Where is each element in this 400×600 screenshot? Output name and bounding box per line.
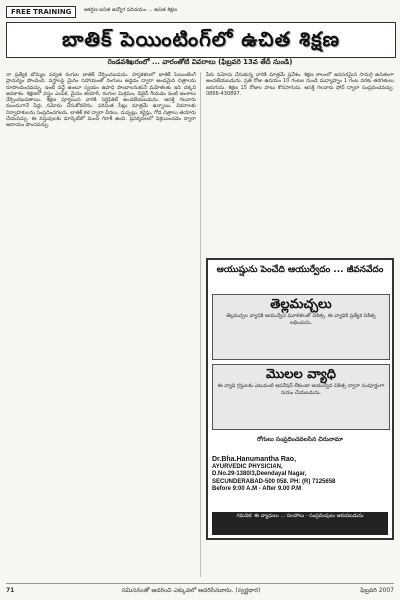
ayurveda-advertisement [206, 258, 394, 540]
footer-date: ఫిబ్రవరి 2007 [360, 587, 394, 594]
page-number: 71 [6, 587, 15, 594]
ad-box-title: తెల్లమచ్చలు [270, 297, 332, 312]
ad-box-piles [212, 364, 390, 430]
header-note: ఆకర్షణ జనిత ఉద్యోగ పరిచయం ... ఉచిత శిక్షణ [84, 7, 177, 13]
headline-title: బాతిక్ పెయింటింగ్‌లో ఉచిత శిక్షణ [61, 27, 341, 51]
column-divider [200, 72, 201, 577]
ad-headline: ఆయుష్షును పెంచేది ఆయుర్వేదం ... జీవనవేదం [216, 265, 384, 275]
ad-contact-heading: రోగులు సంప్రదించవలసిన చిరునామా [257, 436, 343, 443]
headline-subtitle: రెండవశిఖరంలో ... వారంతోటి వివరాలు (ఫిబ్రవరి 13వ తేదీ నుండి) [107, 58, 293, 66]
ad-box-body: తెల్లమచ్చల వ్యాధికి ఆయుర్వేద మూలికలతో చికిత్స. ఈ వ్యాధికి ప్రత్యేక చికిత్స లభించును. [226, 313, 376, 326]
article-left-column: నా ప్రత్యేక బొమ్మల పర్వత రంగుల బాతిక్ నేర్పించబడును. హస్తకళలలో బాతిక్ పెయింటింగ్ ప్రాచుర్యం పొందింది. వస్త్రాలపై మైనం సహాయంతో రంగులు అద్దడం ద్వారా అందమైన చిత్రాలను రూపొందించవచ్చు. ఇంటి వద్దే ఉంటూ స్వయం ఉపాధి పొందాలనుకునే మహిళలకు ఇది చక్కని అవకాశం. శిక్షణలో వస్త్రం ఎంపిక, మైనం తయారీ, రంగుల మిశ్రమం, డిజైన్ గీయడం వంటి అంశాలు నేర్పించబడతాయి. శిక్షణ పూర్తయిన వారికి సర్టిఫికెట్ అందజేయబడును. ఆసక్తి గలవారు ముందుగానే పేర్లు నమోదు చేసుకోవలెను. పరిమిత సీట్లు మాత్రమే ఉన్నాయి. వివరాలకు నిర్వాహకులను సంప్రదించగలరు. బాతిక్ కళ ద్వారా చీరలు, దుప్పట్లు, కర్టెన్లు, గోడ చిత్రాలు తయారు చేయవచ్చు. ఈ వస్తువులకు మార్కెట్‌లో మంచి గిరాకీ ఉంది. ప్రదర్శనలలో విక్రయించడం ద్వారా ఆదాయం పొందవచ్చు. [6, 72, 196, 129]
ad-box-white-spots [212, 294, 390, 360]
doctor-address: D.No.29-1380/3,Deendayal Nagar, [212, 471, 307, 477]
ad-box-body: ఈ వ్యాధి గ్రస్తులకు ఎటువంటి ఆపరేషన్ లేకుండా ఆయుర్వేద చికిత్స ద్వారా సంపూర్ణంగా నయం చేయబడును. [217, 383, 385, 396]
footer-slogan: సమిసనంతో ఆదరించి ఎక్కువలో ఆదరిసినవాను. (స్వర్ణధార) [121, 587, 261, 594]
ad-box-title: మొలల వ్యాధి [266, 367, 336, 382]
header-strip [4, 4, 396, 20]
headline-banner [6, 22, 396, 58]
doctor-details [212, 456, 388, 508]
page-footer [6, 583, 394, 596]
section-tag: FREE TRAINING [6, 6, 76, 18]
doctor-title: AYURVEDIC PHYSICIAN, [212, 463, 283, 470]
article-right-column: పేరు నమోదు చేసుకున్న వారికి మాత్రమే ప్రవేశం. శిక్షణ కాలంలో అవసరమైన సామగ్రి ఉచితంగా అందజేయబడును. ప్రతి రోజు ఉదయం 10 గంటల నుండి మధ్యాహ్నం 1 గంట వరకు తరగతులు జరుగును. శిక్షణ 15 రోజుల పాటు కొనసాగును. ఆసక్తి గలవారు ఫోన్ ద్వారా సంప్రదించవచ్చు: 0866-430897. [206, 72, 394, 97]
doctor-hours: Before 9:00 A.M - After 9.00 P.M [212, 486, 302, 492]
doctor-city-phone: SECUNDERABAD-500 058. PH: (R) 7125658 [212, 478, 336, 485]
doctor-name: Dr.Bha.Hanumantha Rao, [212, 456, 297, 463]
ad-footer-note: గమనిక: ఈ వ్యాధులు ... సలహాలు - సంప్రదింపులు అరుపబడును [212, 512, 388, 535]
